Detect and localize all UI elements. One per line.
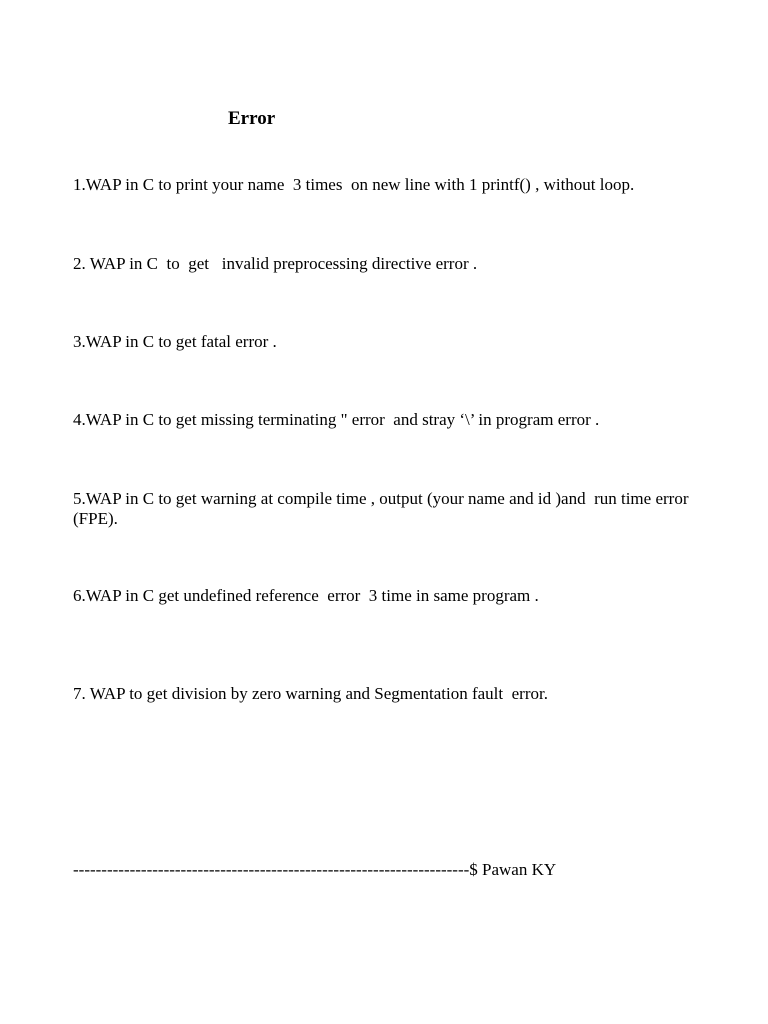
question-item-3: 3.WAP in C to get fatal error .: [73, 332, 277, 351]
question-item-5: 5.WAP in C to get warning at compile time , output (your name and id )and run time error (FPE).: [73, 489, 693, 528]
question-item-1: 1.WAP in C to print your name 3 times on new line with 1 printf() , without loop.: [73, 175, 635, 194]
document-title: Error: [228, 108, 276, 129]
question-item-2: 2. WAP in C to get invalid preprocessing directive error .: [73, 254, 478, 273]
question-item-7: 7. WAP to get division by zero warning and Segmentation fault error.: [73, 684, 548, 703]
question-item-6: 6.WAP in C get undefined reference error 3 time in same program .: [73, 586, 539, 605]
author-signature: ----------------------------------------------------------------------$ Pawan KY: [73, 860, 557, 879]
question-item-4: 4.WAP in C to get missing terminating " error and stray ‘\’ in program error .: [73, 410, 600, 429]
